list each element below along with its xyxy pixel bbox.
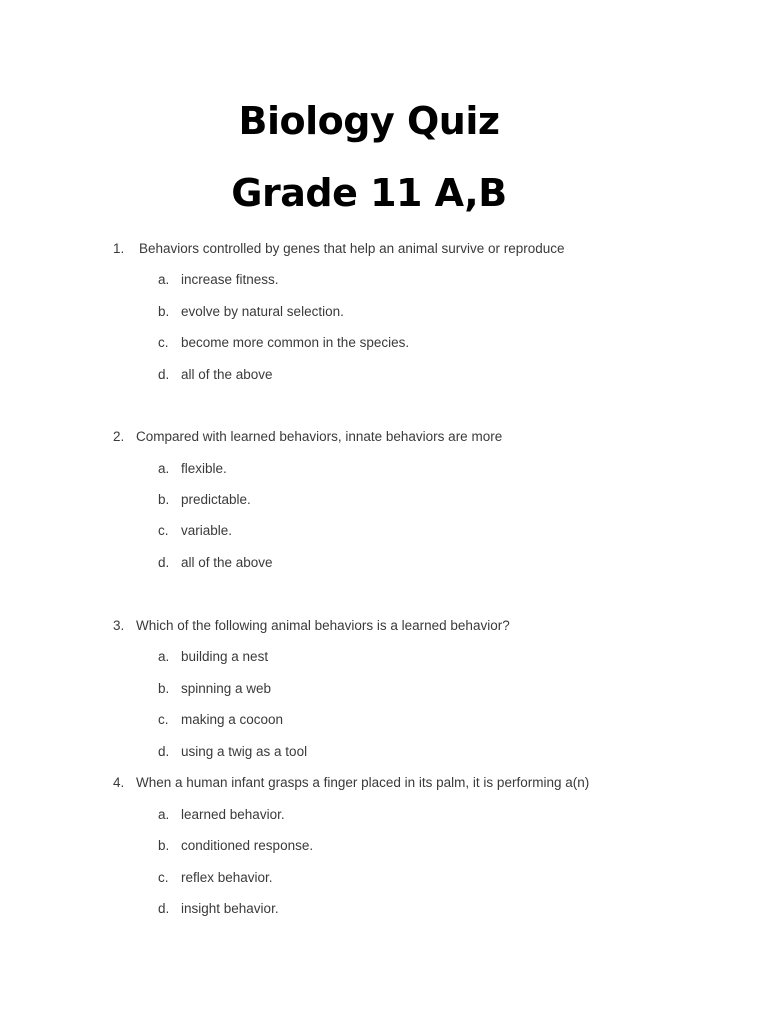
- option-text: evolve by natural selection.: [181, 304, 344, 319]
- option-text: using a twig as a tool: [181, 744, 308, 759]
- page-title: Biology Quiz: [238, 99, 500, 143]
- option-letter: a.: [158, 272, 170, 287]
- option-text: conditioned response.: [181, 838, 314, 853]
- option-letter: d.: [158, 367, 170, 382]
- question-text: When a human infant grasps a finger placed in its palm, it is performing a(n): [136, 775, 590, 790]
- option-text: reflex behavior.: [181, 870, 273, 885]
- option-text: all of the above: [181, 367, 273, 382]
- question-text: Which of the following animal behaviors is a learned behavior?: [136, 618, 510, 633]
- option-letter: a.: [158, 807, 170, 822]
- option-letter: b.: [158, 304, 170, 319]
- question-number: 4.: [113, 775, 125, 790]
- option-text: spinning a web: [181, 681, 272, 696]
- option-letter: c.: [158, 712, 169, 727]
- option-text: learned behavior.: [181, 807, 285, 822]
- question-text: Compared with learned behaviors, innate behaviors are more: [136, 429, 503, 444]
- option-letter: b.: [158, 838, 170, 853]
- page-subtitle: Grade 11 A,B: [231, 171, 507, 215]
- option-letter: a.: [158, 649, 170, 664]
- option-text: making a cocoon: [181, 712, 284, 727]
- option-letter: b.: [158, 681, 170, 696]
- option-text: flexible.: [181, 461, 227, 476]
- option-letter: d.: [158, 744, 170, 759]
- option-text: all of the above: [181, 555, 273, 570]
- option-letter: d.: [158, 555, 170, 570]
- option-letter: c.: [158, 870, 169, 885]
- question-number: 1.: [113, 241, 125, 256]
- option-text: increase fitness.: [181, 272, 279, 287]
- option-letter: c.: [158, 523, 169, 538]
- option-letter: c.: [158, 335, 169, 350]
- option-letter: a.: [158, 461, 170, 476]
- option-text: insight behavior.: [181, 901, 279, 916]
- option-text: building a nest: [181, 649, 269, 664]
- option-text: predictable.: [181, 492, 251, 507]
- option-letter: b.: [158, 492, 170, 507]
- option-text: become more common in the species.: [181, 335, 410, 350]
- option-text: variable.: [181, 523, 233, 538]
- question-number: 2.: [113, 429, 125, 444]
- option-letter: d.: [158, 901, 170, 916]
- question-text: Behaviors controlled by genes that help an animal survive or reproduce: [139, 241, 565, 256]
- question-number: 3.: [113, 618, 125, 633]
